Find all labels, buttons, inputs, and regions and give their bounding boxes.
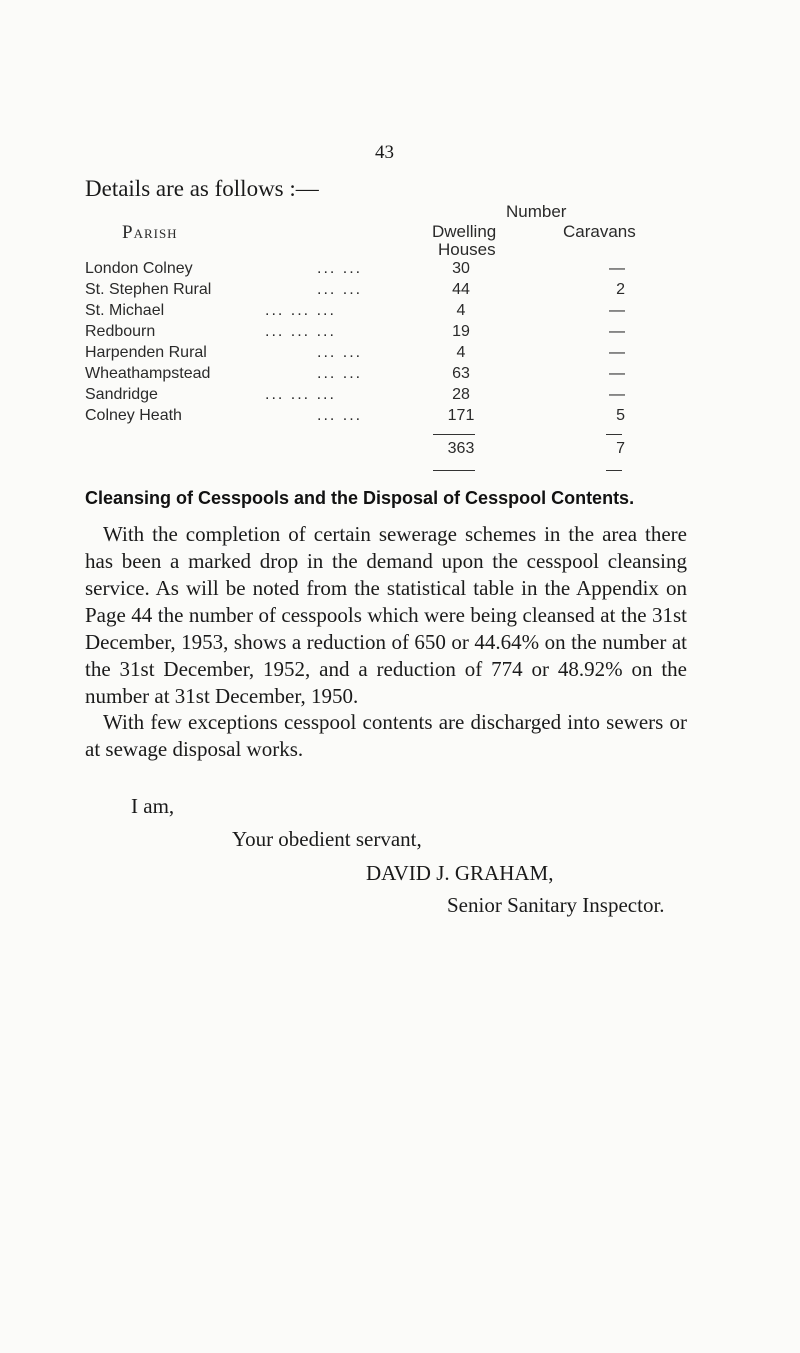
caravan-count: — (609, 323, 625, 340)
caravan-count: 2 (616, 281, 625, 298)
number-header: Number (506, 202, 567, 221)
caravan-count: — (609, 260, 625, 277)
parish-name: St. Michael (85, 302, 165, 319)
caravan-count: — (609, 344, 625, 361)
dwelling-count: 30 (452, 260, 470, 277)
parish-name: Sandridge (85, 386, 158, 403)
parish-name: London Colney (85, 260, 193, 277)
caravan-count: — (609, 302, 625, 319)
parish-name: St. Stephen Rural (85, 281, 212, 298)
dwelling-count: 171 (447, 407, 475, 424)
parish-name: Redbourn (85, 323, 156, 340)
leader-dots: ... ... (317, 281, 363, 298)
parish-header: Parish (122, 222, 178, 243)
signatory-name: DAVID J. GRAHAM, (366, 861, 554, 885)
caravan-count: — (609, 365, 625, 382)
signatory-title: Senior Sanitary Inspector. (447, 893, 665, 917)
paragraph (85, 521, 687, 710)
dwelling-count: 4 (456, 302, 466, 319)
paragraph-text: With few exceptions cesspool contents are discharged into sewers or at sewage disposal works. (85, 710, 687, 761)
salutation: I am, (131, 794, 175, 818)
dwelling-header: Dwelling (432, 222, 497, 241)
leader-dots: ... ... (317, 407, 363, 424)
caravans-header: Caravans (563, 222, 636, 241)
leader-dots: ... ... (317, 260, 363, 277)
caravan-count: — (609, 386, 625, 403)
total-rule-top (433, 434, 475, 435)
total-rule-bottom (433, 470, 475, 471)
leader-dots: ... ... ... (265, 302, 336, 319)
section-heading: Cleansing of Cesspools and the Disposal of Cesspool Contents. (85, 488, 635, 508)
caravan-count: 5 (616, 407, 625, 424)
parish-name: Harpenden Rural (85, 344, 207, 361)
parish-name: Wheathampstead (85, 365, 211, 382)
dwelling-count: 63 (452, 365, 470, 382)
paragraph-text: With the completion of certain sewerage schemes in the area there has been a marked drop in the demand upon the cesspool cleansing service. As will be noted from the statistical table in the Appendix on Page 44 the number of cesspools which were being cleansed at the 31st December, 1953, shows a reduction of 650 or 44.64% on the number at the 31st December, 1952, and a reduction of 774 or 48.92% on the number at 31st December, 1950. (85, 522, 687, 708)
leader-dots: ... ... (317, 365, 363, 382)
leader-dots: ... ... ... (265, 323, 336, 340)
dwelling-count: 44 (452, 281, 470, 298)
total-rule-bottom (606, 470, 622, 471)
total-caravans: 7 (616, 440, 625, 457)
closing: Your obedient servant, (232, 827, 422, 851)
leader-dots: ... ... (317, 344, 363, 361)
total-dwelling: 363 (447, 440, 475, 457)
houses-header: Houses (438, 240, 496, 259)
leader-dots: ... ... ... (265, 386, 336, 403)
dwelling-count: 4 (456, 344, 466, 361)
total-rule-top (606, 434, 622, 435)
page-number: 43 (375, 142, 394, 163)
intro-text: Details are as follows :— (85, 176, 319, 201)
parish-name: Colney Heath (85, 407, 182, 424)
paragraph (85, 709, 687, 763)
dwelling-count: 28 (452, 386, 470, 403)
dwelling-count: 19 (452, 323, 470, 340)
